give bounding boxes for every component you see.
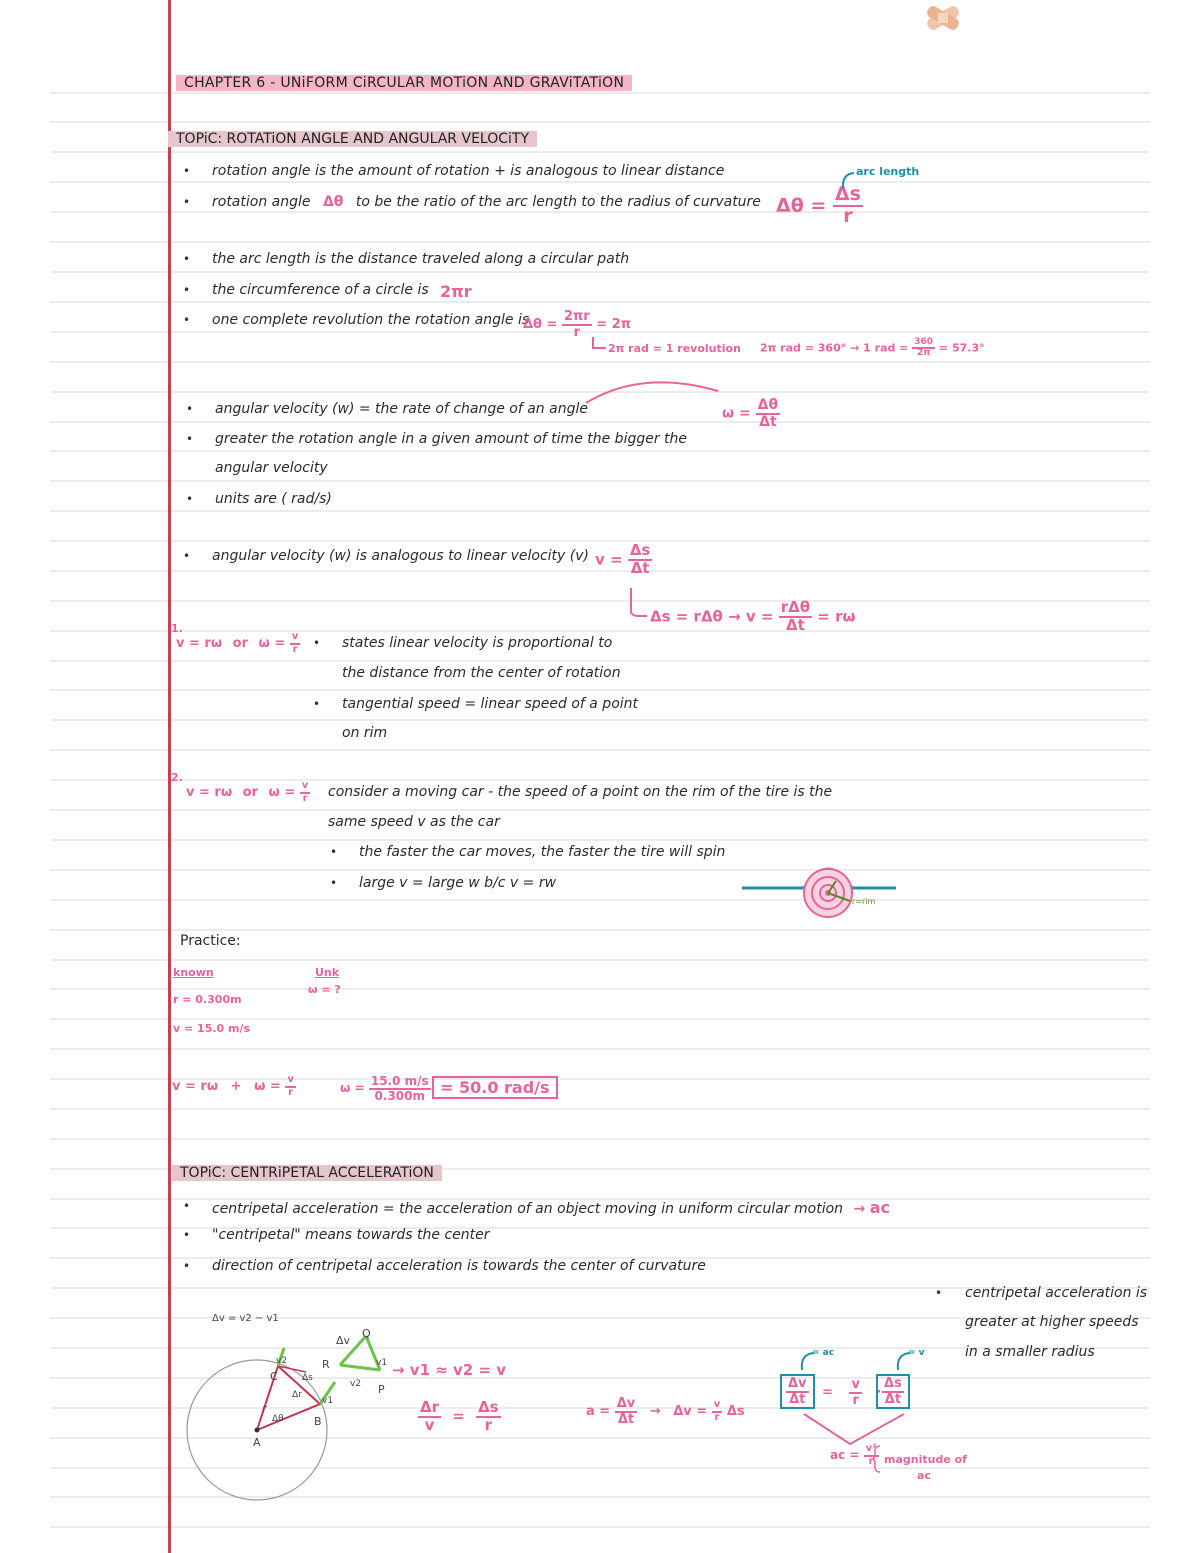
bullet-icon: • <box>183 549 191 563</box>
final-note-b: ac <box>917 1469 931 1482</box>
note-text: centripetal acceleration = the acceleration of an object moving in uniform circular motion <box>212 1201 844 1217</box>
tire-diagram <box>740 855 900 920</box>
eq-part: = rω <box>817 607 856 626</box>
box1-note: = ac <box>812 1348 835 1358</box>
note-rotation-angle-def <box>212 194 761 210</box>
eq-fraction <box>779 600 812 634</box>
eq-part: v = rω <box>172 1079 219 1094</box>
eq-lhs: ω = <box>340 1081 365 1096</box>
note-tangential-cont: on rim <box>342 725 388 741</box>
eq-v1-v2: → v1 ≈ v2 = v <box>392 1361 507 1379</box>
eq-numerator: rΔθ <box>780 598 811 616</box>
tire-label: r=rim <box>852 897 876 906</box>
conv-part: 2π rad = 360° <box>760 341 847 355</box>
bullet-icon: • <box>183 195 191 209</box>
eq-v-rw-1 <box>176 632 300 655</box>
bullet-icon: • <box>183 1259 191 1273</box>
note-proportional-cont: the distance from the center of rotation <box>342 665 621 681</box>
eq-fraction <box>849 1378 861 1407</box>
arrow-icon: → <box>853 1201 866 1217</box>
eq-lhs: a = <box>586 1404 611 1420</box>
eq-part: v = rω <box>186 785 233 800</box>
arrow-icon: → <box>649 1404 661 1420</box>
eq-similar-triangles <box>418 1400 501 1434</box>
eq-or: or <box>232 636 249 651</box>
eq-box1 <box>780 1374 815 1409</box>
eq-fraction <box>628 543 653 577</box>
eq-part: Δv = <box>673 1404 708 1420</box>
bullet-icon: • <box>183 252 191 266</box>
diagram-caption: Δv = v2 − v1 <box>212 1313 279 1324</box>
eq-numerator: v <box>290 632 301 645</box>
eq-plus: + <box>230 1079 242 1094</box>
eq-numerator: Δθ <box>757 397 779 413</box>
eq-part: ω = <box>268 785 296 800</box>
eq-lhs: ac = <box>830 1448 860 1462</box>
revolution-note: 2π rad = 1 revolution <box>608 342 741 355</box>
eq-part: ω = <box>254 1079 281 1094</box>
eq-denominator: Δt <box>630 558 650 577</box>
eq-fraction <box>615 1397 638 1426</box>
eq-part: Δs <box>726 1404 745 1420</box>
bullet-icon: • <box>183 283 191 297</box>
bullet-icon: • <box>313 636 321 650</box>
note-centripetal-meaning: "centripetal" means towards the center <box>212 1227 490 1243</box>
conv-part: = 57.3° <box>938 341 985 355</box>
eq-v-rw-2 <box>186 781 310 804</box>
marker-2: 2. <box>171 771 183 784</box>
eq-rhs: = 2π <box>596 317 631 333</box>
eq-fraction <box>833 185 863 227</box>
eq-fraction <box>285 1075 296 1098</box>
eq-numerator: v² <box>864 1444 879 1457</box>
eq-denominator: r <box>288 1086 294 1098</box>
diag-label-r-side: r <box>262 1402 267 1415</box>
eq-denominator: v <box>424 1415 435 1434</box>
eq-denominator: r <box>843 204 853 227</box>
note-side-b: greater at higher speeds <box>965 1314 1139 1330</box>
eq-numerator: Δs <box>834 183 861 205</box>
eq-denominator: 0.300m <box>374 1088 425 1103</box>
eq-lhs: v = <box>595 550 623 569</box>
diag-label-dr: Δr <box>292 1390 302 1400</box>
diag-label-cv1: v1 <box>322 1396 334 1406</box>
eq-denominator: r <box>852 1392 859 1408</box>
eq-lhs: Δθ = <box>776 194 827 217</box>
unknown-w: ω = ? <box>308 983 341 996</box>
note-text: rotation angle <box>212 194 311 210</box>
eq-part: v = rω <box>176 636 223 651</box>
eq-numerator: Δs <box>478 1398 499 1416</box>
eq-numerator: v <box>300 781 311 794</box>
eq-numerator: Δv <box>788 1376 807 1391</box>
note-text: to be the ratio of the arc length to the radius of curvature <box>355 194 761 210</box>
eq-substitution <box>650 600 856 634</box>
eq-box2 <box>876 1374 910 1409</box>
diag-label-a: A <box>253 1436 261 1449</box>
note-greater-rotation-cont: angular velocity <box>215 460 328 476</box>
arc-doodle <box>582 377 722 407</box>
eq-numerator: Δs <box>884 1376 902 1391</box>
known-label: known <box>173 966 214 979</box>
bullet-icon: • <box>330 876 338 890</box>
diag-label-c: C <box>270 1370 278 1383</box>
note-side-a: centripetal acceleration is <box>965 1285 1148 1301</box>
diag-label-q: Q <box>362 1327 371 1340</box>
topic-heading-centripetal: TOPiC: CENTRiPETAL ACCELERATiON <box>172 1165 442 1181</box>
eq-numerator: v <box>851 1377 860 1392</box>
eq-omega <box>722 398 780 429</box>
arc-length-note: arc length <box>856 165 920 178</box>
bullet-icon: • <box>183 313 191 327</box>
converge-lines <box>800 1412 910 1448</box>
eq-part: v = <box>745 607 774 626</box>
eq-or: or <box>242 785 259 800</box>
eq-middle <box>822 1378 881 1407</box>
practice-formula <box>172 1075 296 1098</box>
eq-fraction <box>712 1400 723 1423</box>
conv-part: 1 rad = <box>863 341 909 355</box>
box2-note: = v <box>908 1348 925 1358</box>
topic-heading-rotation: TOPiC: ROTATiON ANGLE AND ANGULAR VELOCiTY <box>168 131 537 147</box>
eq-denominator: Δt <box>884 1391 902 1407</box>
eq-acceleration <box>586 1397 745 1426</box>
eq-denominator: r <box>573 324 581 340</box>
eq-numerator: Δr <box>420 1398 440 1416</box>
eq-denominator: 2π <box>916 348 931 359</box>
eq-numerator: Δv <box>616 1396 636 1411</box>
delta-theta-symbol: Δθ <box>322 194 344 210</box>
arrow-icon <box>627 586 649 620</box>
eq-denominator: r <box>302 792 308 804</box>
bullet-icon: • <box>330 845 338 859</box>
note-revolution: one complete revolution the rotation angle is <box>212 312 530 328</box>
final-note-a: magnitude of <box>884 1453 967 1466</box>
arrow-icon <box>590 336 608 354</box>
note-side-c: in a smaller radius <box>965 1344 1095 1360</box>
diag-label-v2: v2 <box>350 1379 362 1389</box>
note-tangential: tangential speed = linear speed of a point <box>342 696 639 712</box>
conversion-eq <box>760 338 985 359</box>
note-greater-rotation: greater the rotation angle in a given amount of time the bigger the <box>215 431 688 447</box>
note-circumference: the circumference of a circle is <box>212 282 429 298</box>
bullet-icon: • <box>186 432 194 446</box>
unknown-label: Unk <box>315 966 340 979</box>
diag-label-b: B <box>314 1415 322 1428</box>
note-moving-car: consider a moving car - the speed of a point on the rim of the tire is the <box>328 784 833 800</box>
eq-fraction <box>912 338 935 359</box>
known-v: v = 15.0 m/s <box>173 1022 251 1035</box>
bullet-icon: • <box>183 1199 191 1213</box>
eq-fraction <box>300 781 311 804</box>
eq-circumference: 2πr <box>440 282 472 301</box>
eq-equals: = <box>822 1385 833 1401</box>
eq-denominator: r <box>484 1415 493 1434</box>
eq-fraction <box>786 1377 809 1406</box>
arrow-icon <box>838 168 858 190</box>
eq-numerator: 2πr <box>563 309 590 324</box>
note-large-v: large v = large w b/c v = rw <box>359 875 557 891</box>
eq-revolution <box>523 310 631 339</box>
marker-1: 1. <box>171 622 183 635</box>
diag-label-dtheta: Δθ <box>272 1414 284 1424</box>
eq-equals: = <box>452 1407 465 1426</box>
eq-denominator: Δt <box>759 413 777 430</box>
note-angular-velocity: angular velocity (w) = the rate of change of an angle <box>215 401 588 417</box>
eq-part: ω = <box>258 636 286 651</box>
box1 <box>780 1374 815 1409</box>
eq-denominator: r <box>868 1455 874 1467</box>
eq-lhs: Δθ = <box>523 317 558 333</box>
bullet-icon: • <box>313 697 321 711</box>
eq-fraction <box>290 632 301 655</box>
eq-denominator: r <box>714 1411 720 1423</box>
chapter-title: CHAPTER 6 - UNiFORM CiRCULAR MOTiON AND GRAViTATiON <box>176 75 632 91</box>
eq-numerator: 15.0 m/s <box>370 1074 429 1088</box>
eq-numerator: Δs <box>629 541 651 559</box>
eq-denominator: Δt <box>786 615 805 634</box>
bullet-icon: • <box>183 164 191 178</box>
note-centripetal-direction: direction of centripetal acceleration is towards the center of curvature <box>212 1258 706 1274</box>
bullet-icon: • <box>186 402 194 416</box>
known-r: r = 0.300m <box>173 993 242 1006</box>
diag-label-r: R <box>322 1358 330 1371</box>
eq-denominator: Δt <box>789 1391 806 1407</box>
bullet-icon: • <box>186 492 194 506</box>
note-analogous: angular velocity (w) is analogous to linear velocity (v) <box>212 548 589 564</box>
note-proportional: states linear velocity is proportional to <box>342 635 613 651</box>
note-units: units are ( rad/s) <box>215 491 332 507</box>
eq-dot: · <box>876 1385 882 1401</box>
eq-delta-theta <box>776 185 863 227</box>
diag-label-ds: Δs <box>302 1373 313 1383</box>
ac-symbol: ac <box>869 1198 890 1217</box>
practice-answer: = 50.0 rad/s <box>432 1076 558 1099</box>
eq-denominator: Δt <box>617 1411 635 1427</box>
diag-label-dv: Δv <box>336 1334 351 1347</box>
diag-label-cv2: v2 <box>276 1356 288 1366</box>
eq-linear-velocity <box>595 543 652 577</box>
practice-calc <box>340 1075 431 1102</box>
eq-numerator: v <box>712 1400 723 1413</box>
note-centripetal-def <box>212 1198 890 1217</box>
brace-icon <box>872 1444 882 1474</box>
eq-fraction <box>476 1400 501 1434</box>
eq-numerator: v <box>285 1075 296 1088</box>
bullet-icon: • <box>183 1228 191 1242</box>
eq-fraction <box>562 310 592 339</box>
eq-fraction <box>756 398 780 429</box>
diag-label-v1: v1 <box>376 1358 388 1368</box>
note-faster-car: the faster the car moves, the faster the tire will spin <box>359 844 726 860</box>
note-rotation-angle: rotation angle is the amount of rotation + is analogous to linear distance <box>212 163 725 179</box>
bandage-sticker-icon <box>920 2 966 34</box>
eq-denominator: r <box>292 643 298 655</box>
diag-label-p: P <box>378 1383 385 1396</box>
eq-fraction <box>369 1075 431 1102</box>
box2 <box>876 1374 910 1409</box>
arrow-icon: → <box>728 607 741 626</box>
circular-motion-diagram <box>180 1320 400 1545</box>
eq-lhs: ω = <box>722 405 751 422</box>
practice-label: Practice: <box>180 933 241 949</box>
bullet-icon: • <box>935 1286 943 1300</box>
note-moving-car-cont: same speed v as the car <box>328 814 500 830</box>
eq-numerator: 360 <box>912 338 935 349</box>
eq-part: Δs = rΔθ <box>650 607 723 626</box>
eq-fraction <box>882 1377 904 1406</box>
arrow-icon: → <box>850 341 860 355</box>
note-arc-length: the arc length is the distance traveled along a circular path <box>212 251 630 267</box>
eq-fraction <box>418 1400 441 1434</box>
